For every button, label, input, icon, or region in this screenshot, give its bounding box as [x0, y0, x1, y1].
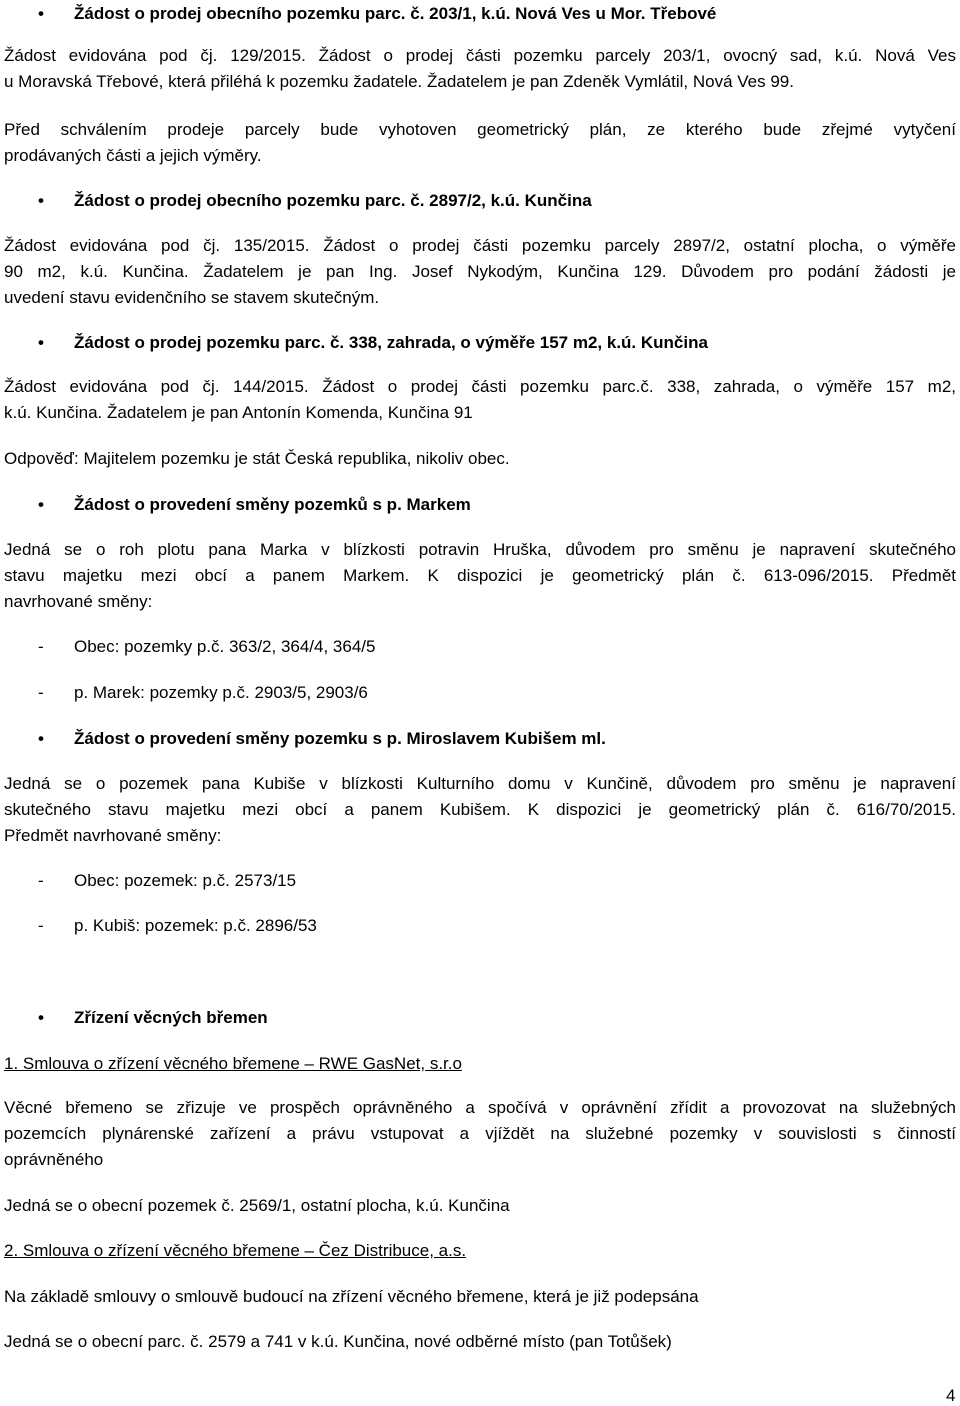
text-4-line-3: navrhované směny: [4, 592, 153, 611]
text-2-line-2: 90 m2, k.ú. Kunčina. Žadatelem je pan Ing. Josef Nykodým, Kunčina 129. Důvodem pro podání žádosti je [4, 262, 956, 281]
heading-1: Žádost o prodej obecního pozemku parc. č. 203/1, k.ú. Nová Ves u Mor. Třebové [74, 4, 717, 23]
subheading-easement-1: 1. Smlouva o zřízení věcného břemene – RWE GasNet, s.r.o [4, 1054, 462, 1073]
item-4-2: p. Marek: pozemky p.č. 2903/5, 2903/6 [74, 683, 368, 702]
heading-5: Žádost o provedení směny pozemku s p. Miroslavem Kubišem ml. [74, 729, 606, 748]
text-4-line-2: stavu majetku mezi obcí a panem Markem. K dispozici je geometrický plán č. 613-096/2015. Předmět [4, 566, 956, 585]
text-6-line-2: pozemcích plynárenské zařízení a právu vstupovat a vjíždět na služebné pozemky v souvislosti s činností [4, 1124, 956, 1143]
bullet-5: • [38, 729, 44, 748]
text-3-line-1: Žádost evidována pod čj. 144/2015. Žádost o prodej části pozemku parc.č. 338, zahrada, o výměře 157 m2, [4, 377, 956, 396]
text-easement-2: Na základě smlouvy o smlouvě budoucí na zřízení věcného břemene, která je již podepsána [4, 1287, 699, 1306]
heading-6: Zřízení věcných břemen [74, 1008, 268, 1027]
bullet-6: • [38, 1008, 44, 1027]
text-3-line-2: k.ú. Kunčina. Žadatelem je pan Antonín Komenda, Kunčina 91 [4, 403, 473, 422]
item-5-2: p. Kubiš: pozemek: p.č. 2896/53 [74, 916, 317, 935]
bullet-2: • [38, 191, 44, 210]
text-2-line-1: Žádost evidována pod čj. 135/2015. Žádost o prodej části pozemku parcely 2897/2, ostatní plocha, o výměře [4, 236, 956, 255]
text-1-line-1: Žádost evidována pod čj. 129/2015. Žádost o prodej části pozemku parcely 203/1, ovocný sad, k.ú. Nová Ves [4, 46, 956, 65]
page-number: 4 [946, 1386, 956, 1405]
dash-4-2: - [38, 683, 44, 702]
text-2-line-3: uvedení stavu evidenčního se stavem skutečným. [4, 288, 380, 307]
note-easement-1: Jedná se o obecní pozemek č. 2569/1, ostatní plocha, k.ú. Kunčina [4, 1196, 510, 1215]
bullet-3: • [38, 333, 44, 352]
dash-5-1: - [38, 871, 44, 890]
subheading-easement-2: 2. Smlouva o zřízení věcného břemene – Čez Distribuce, a.s. [4, 1241, 467, 1260]
note-easement-2: Jedná se o obecní parc. č. 2579 a 741 v k.ú. Kunčina, nové odběrné místo (pan Totůšek) [4, 1332, 672, 1351]
answer-3: Odpověď: Majitelem pozemku je stát Česká republika, nikoliv obec. [4, 449, 510, 468]
heading-2: Žádost o prodej obecního pozemku parc. č. 2897/2, k.ú. Kunčina [74, 191, 592, 210]
dash-5-2: - [38, 916, 44, 935]
bullet-1: • [38, 4, 44, 23]
text-6-line-3: oprávněného [4, 1150, 104, 1169]
dash-4-1: - [38, 637, 44, 656]
text-1-para2-line-1: Před schválením prodeje parcely bude vyhotoven geometrický plán, ze kterého bude zřejmé vytyčení [4, 120, 956, 139]
heading-4: Žádost o provedení směny pozemků s p. Markem [74, 495, 471, 514]
bullet-4: • [38, 495, 44, 514]
text-1-para2-line-2: prodávaných části a jejich výměry. [4, 146, 262, 165]
text-1-line-2: u Moravská Třebové, která přiléhá k pozemku žadatele. Žadatelem je pan Zdeněk Vymlátil, Nová Ves 99. [4, 72, 794, 91]
text-6-line-1: Věcné břemeno se zřizuje ve prospěch oprávněného a spočívá v oprávnění zřídit a provozovat na služebných [4, 1098, 956, 1117]
item-5-1: Obec: pozemek: p.č. 2573/15 [74, 871, 297, 890]
text-5-line-1: Jedná se o pozemek pana Kubiše v blízkosti Kulturního domu v Kunčině, důvodem pro směnu je napravení [4, 774, 956, 793]
text-4-line-1: Jedná se o roh plotu pana Marka v blízkosti potravin Hruška, důvodem pro směnu je napravení skutečného [4, 540, 956, 559]
item-4-1: Obec: pozemky p.č. 363/2, 364/4, 364/5 [74, 637, 376, 656]
text-5-line-2: skutečného stavu majetku mezi obcí a panem Kubišem. K dispozici je geometrický plán č. 616/70/2015. [4, 800, 956, 819]
heading-3: Žádost o prodej pozemku parc. č. 338, zahrada, o výměře 157 m2, k.ú. Kunčina [74, 333, 708, 352]
text-5-line-3: Předmět navrhované směny: [4, 826, 222, 845]
